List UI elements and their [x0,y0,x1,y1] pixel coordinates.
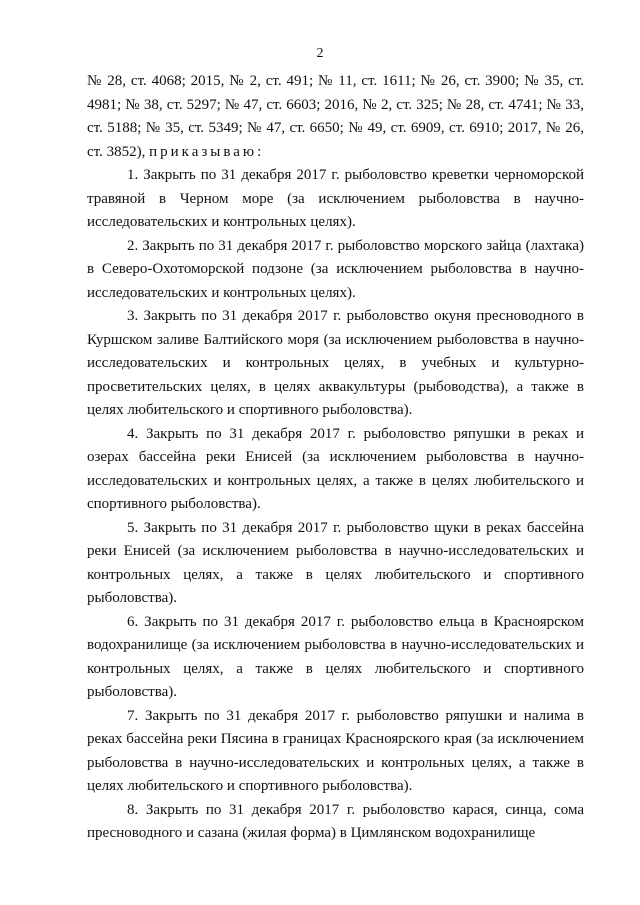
order-item-3: 3. Закрыть по 31 декабря 2017 г. рыболовство окуня пресноводного в Куршском заливе Балтийского моря (за исключением рыболовства в научно-исследовательских и контрольных целях, в учебных и культурно-просветительских целях, в целях аквакультуры (рыбоводства), а также в целях любительского и спортивного рыболовства). [87,308,584,418]
legal-citations: № 28, ст. 4068; 2015, № 2, ст. 491; № 11, ст. 1611; № 26, ст. 3900; № 35, ст. 4981; № 38, ст. 5297; № 47, ст. 6603; 2016, № 2, ст. 325; № 28, ст. 4741; № 33, ст. 5188; № 35, ст. 5349; № 47, ст. 6650; № 49, ст. 6909, ст. 6910; 2017, № 26, ст. 3852), [87,73,584,160]
document-body [87,70,584,846]
order-item-4: 4. Закрыть по 31 декабря 2017 г. рыболовство ряпушки в реках и озерах бассейна реки Енисей (за исключением рыболовства в научно-исследовательских и контрольных целях, а также в целях любительского и спортивного рыболовства). [87,425,584,512]
order-word: приказываю: [149,143,265,160]
page-number: 2 [316,46,324,61]
order-item-5: 5. Закрыть по 31 декабря 2017 г. рыболовство щуки в реках бассейна реки Енисей (за исключением рыболовства в научно-исследовательских и контрольных целях, а также в целях любительского и спортивного рыболовства). [87,519,584,606]
order-item-2: 2. Закрыть по 31 декабря 2017 г. рыболовство морского зайца (лахтака) в Северо-Охотоморской подзоне (за исключением рыболовства в научно-исследовательских и контрольных целях). [87,237,584,301]
order-item-8: 8. Закрыть по 31 декабря 2017 г. рыболовство карася, синца, сома пресноводного и сазана (жилая форма) в Цимлянском водохранилище [87,801,584,841]
intro-paragraph [87,70,584,164]
order-item-1: 1. Закрыть по 31 декабря 2017 г. рыболовство креветки черноморской травяной в Черном море (за исключением рыболовства в научно-исследовательских и контрольных целях). [87,167,584,230]
order-item-6: 6. Закрыть по 31 декабря 2017 г. рыболовство ельца в Красноярском водохранилище (за исключением рыболовства в научно-исследовательских и контрольных целях, а также в целях любительского и спортивного рыболовства). [87,613,584,700]
order-item-7: 7. Закрыть по 31 декабря 2017 г. рыболовство ряпушки и налима в реках бассейна реки Пясина в границах Красноярского края (за исключением рыболовства в научно-исследовательских и контрольных целях, а также в целях любительского и спортивного рыболовства). [87,707,584,794]
